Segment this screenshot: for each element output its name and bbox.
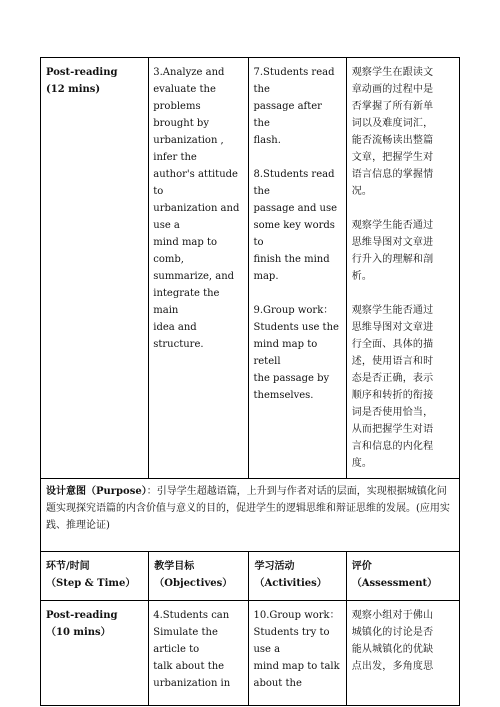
step-cell (41, 58, 149, 479)
step-name: Post-reading (46, 67, 118, 78)
objective-cell: 4.Students can Simulate the article to talk about the urbanization in (149, 601, 249, 706)
table-row (41, 58, 460, 479)
header-activities (249, 552, 346, 601)
activity-cell (249, 58, 346, 479)
header-step-cn: 环节/时间 (46, 561, 90, 572)
step-name: Post-reading (46, 610, 118, 621)
header-assessment-cn: 评价 (351, 561, 372, 572)
assessment-item: 观察学生在跟读文 章动画的过程中是 否掌握了所有新单 词以及难度词汇， 能否流畅读出整篇 文章，把握学生对 语言信息的掌握情 况。 (351, 67, 434, 197)
assessment-cell (346, 58, 459, 479)
purpose-label: 设计意图（Purpose） (46, 486, 147, 497)
assessment-item: 观察学生能否通过 思维导图对文章进 行全面、具体的描 述，使用语言和时 态是否正确，表示 顺序和转折的衔接 词是否使用恰当， 从而把握学生对语 言和信息的内化程 度。 (351, 305, 434, 469)
activity-cell: 10.Group work： Students try to use a mind map to talk about the (249, 601, 346, 706)
activity-item: 9.Group work： Students use the mind map to retell the passage by themselves. (253, 305, 339, 401)
activity-item: 7.Students read the passage after the flash. (253, 67, 335, 146)
header-assessment (346, 552, 459, 601)
activity-item: 8.Students read the passage and use some key words to finish the mind map. (253, 169, 338, 282)
assessment-cell: 观察小组对于佛山 城镇化的讨论是否 能从城镇化的优缺 点出发，多角度思 (346, 601, 459, 706)
header-assessment-en: （Assessment） (351, 578, 438, 589)
assessment-item: 观察学生能否通过 思维导图对文章进 行升入的理解和剖 析。 (351, 220, 434, 282)
header-objectives-en: （Objectives） (154, 578, 233, 589)
purpose-text: ：引导学生超越语篇，上升到与作者对话的层面，实现根据城镇化问题实现探究语篇的内含价值与意义的目的，促进学生的逻辑思维和辩证思维的发展。(应用实践、推理论证) (46, 486, 450, 531)
objective-cell: 3.Analyze and evaluate the problems brought by urbanization , infer the author's attitude to urbanization and use a mind map to comb, summarize, and integrate the main idea and structure. (149, 58, 249, 479)
step-time: (12 mins) (46, 84, 101, 95)
lesson-plan-table (40, 57, 460, 706)
header-activities-cn: 学习活动 (254, 561, 295, 572)
table-row (41, 601, 460, 706)
header-step (41, 552, 149, 601)
step-time: （10 mins） (46, 627, 111, 638)
purpose-cell (41, 479, 460, 552)
purpose-row (41, 479, 460, 552)
step-cell (41, 601, 149, 706)
header-step-en: （Step & Time） (46, 578, 136, 589)
header-objectives-cn: 教学目标 (154, 561, 195, 572)
header-objectives (149, 552, 249, 601)
header-row (41, 552, 460, 601)
header-activities-en: （Activities） (254, 578, 327, 589)
